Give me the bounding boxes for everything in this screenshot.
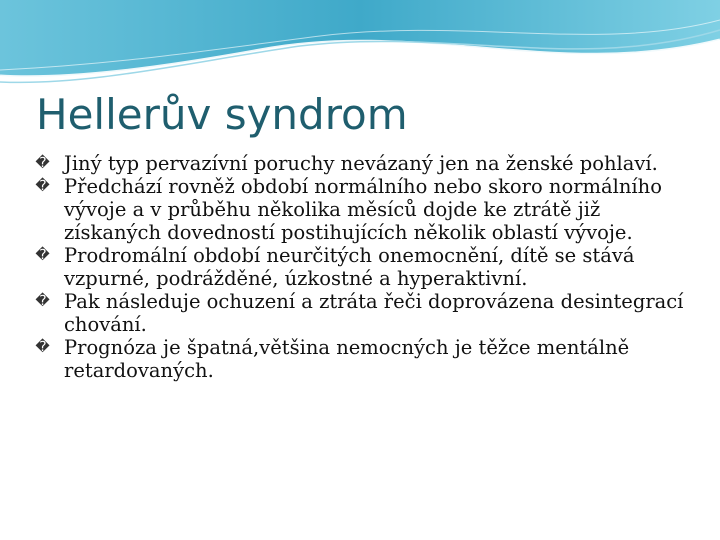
list-item (34, 244, 684, 290)
bullet-marker-icon: � (35, 339, 50, 355)
bullet-marker-icon: � (35, 155, 50, 171)
list-item (34, 152, 684, 175)
bullet-marker-icon: � (35, 247, 50, 263)
bullet-marker-icon: � (35, 178, 50, 194)
bullet-text: Pak následuje ochuzení a ztráta řeči doprovázena desintegrací chování. (64, 290, 684, 336)
header-wave-decoration (0, 0, 720, 90)
bullet-text: Předchází rovněž období normálního nebo skoro normálního vývoje a v průběhu několika měsíců dojde ke ztrátě již získaných dovedností postihujících několik oblastí vývoje. (64, 175, 662, 244)
bullet-text: Prognóza je špatná,většina nemocných je těžce mentálně retardovaných. (64, 336, 630, 382)
bullet-list (34, 152, 684, 382)
slide-title: Hellerův syndrom (36, 90, 408, 139)
bullet-text: Jiný typ pervazívní poruchy nevázaný jen na ženské pohlaví. (64, 152, 658, 175)
bullet-marker-icon: � (35, 293, 50, 309)
list-item (34, 290, 684, 336)
bullet-text: Prodromální období neurčitých onemocnění, dítě se stává vzpurné, podrážděné, úzkostné a hyperaktivní. (64, 244, 635, 290)
list-item (34, 336, 684, 382)
list-item (34, 175, 684, 244)
